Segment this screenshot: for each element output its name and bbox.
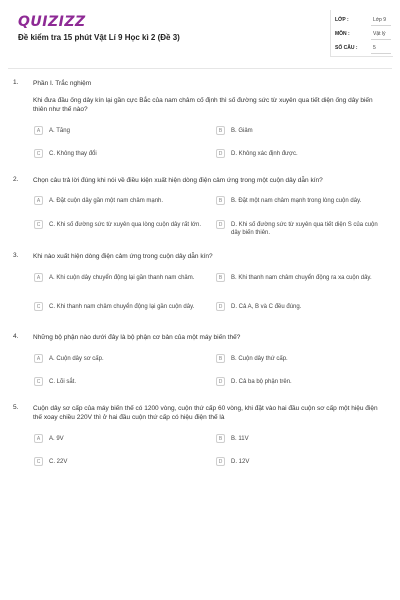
option-text: D. Khi số đường sức từ xuyên qua tiết diện S của cuộn dây biến thiên.	[231, 222, 378, 236]
meta-value: 5	[373, 45, 376, 51]
option-text: D. 12V	[231, 459, 250, 465]
worksheet-header	[0, 0, 400, 62]
question-text: Khi nào xuất hiện dòng điện cảm ứng trong cuộn dây dẫn kín?	[33, 253, 213, 260]
option-letter-badge: B	[216, 273, 225, 282]
option-text: C. Khi số đường sức từ xuyên qua lòng cuộn dây rất lớn.	[49, 222, 201, 228]
quizizz-logo: QUIZIZZ	[18, 14, 86, 30]
option-text: B. Đặt một nam châm mạnh trong lòng cuộn dây.	[231, 198, 362, 204]
question-number: 5.	[13, 404, 19, 411]
option-text: B. Giảm	[231, 128, 253, 134]
option-letter-badge: C	[34, 302, 43, 311]
meta-underline	[371, 25, 391, 26]
option-letter-badge: B	[216, 126, 225, 135]
option-letter-badge: C	[34, 377, 43, 386]
page-title: Đề kiểm tra 15 phút Vật Lí 9 Học kì 2 (Đề 3)	[18, 33, 180, 42]
option-letter-badge: C	[34, 149, 43, 158]
option-letter-badge: D	[216, 149, 225, 158]
meta-info-box	[330, 10, 393, 57]
meta-value: Lớp 9	[373, 17, 387, 23]
option-letter-badge: D	[216, 220, 225, 229]
option-text: A. Tăng	[49, 128, 70, 134]
option-letter-badge: A	[34, 126, 43, 135]
option-text: B. Khi thanh nam châm chuyển động ra xa cuộn dây.	[231, 275, 372, 281]
option-text: D. Cả ba bộ phận trên.	[231, 379, 292, 385]
option-letter-badge: A	[34, 354, 43, 363]
option-letter-badge: A	[34, 273, 43, 282]
option-text: C. Lõi sắt.	[49, 379, 77, 385]
question-number: 1.	[13, 79, 19, 86]
option-text: A. Khi cuộn dây chuyển động lại gần thanh nam châm.	[49, 275, 195, 281]
option-text: A. 9V	[49, 436, 64, 442]
option-text: B. Cuộn dây thứ cấp.	[231, 356, 288, 362]
meta-label: LỚP :	[335, 17, 349, 23]
question-text: Những bộ phận nào dưới đây là bộ phận cơ bản của một máy biến thế?	[33, 334, 241, 341]
option-letter-badge: D	[216, 457, 225, 466]
section-heading: Phần I. Trắc nghiệm	[33, 80, 92, 87]
question-number: 2.	[13, 176, 19, 183]
meta-row-grade	[335, 14, 391, 26]
option-text: D. Cả A, B và C đều đúng.	[231, 304, 302, 310]
question-text: Khi đưa đầu ống dây kín lại gần cực Bắc của nam châm cố định thì số đường sức từ xuyên qua tiết diện ống dây biến thiên như thế nào?	[33, 97, 373, 113]
option-letter-badge: D	[216, 377, 225, 386]
option-text: C. Không thay đổi	[49, 151, 97, 157]
option-text: C. Khi thanh nam châm chuyển động lại gần cuộn dây.	[49, 304, 195, 310]
option-letter-badge: C	[34, 457, 43, 466]
question-number: 4.	[13, 333, 19, 340]
question-number: 3.	[13, 252, 19, 259]
option-text: C. 22V	[49, 459, 68, 465]
option-text: D. Không xác định được.	[231, 151, 298, 157]
meta-row-subject	[335, 28, 391, 40]
option-letter-badge: C	[34, 220, 43, 229]
meta-row-question-count	[335, 42, 391, 54]
question-text: Cuộn dây sơ cấp của máy biến thế có 1200 vòng, cuộn thứ cấp 60 vòng, khi đặt vào hai đầu cuộn sơ cấp một hiệu điện thế xoay chiều 220V thì ở hai đầu cuộn thứ cấp có hiệu điện thế là	[33, 405, 378, 421]
option-text: A. Đặt cuộn dây gần một nam châm mạnh.	[49, 198, 164, 204]
meta-value: Vật lý	[373, 31, 386, 37]
option-letter-badge: B	[216, 434, 225, 443]
option-letter-badge: A	[34, 196, 43, 205]
question-text: Chọn câu trả lời đúng khi nói về điều kiện xuất hiện dòng điện cảm ứng trong một cuộn dây dẫn kín?	[33, 177, 323, 184]
option-text: B. 11V	[231, 436, 249, 442]
meta-label: MÔN :	[335, 31, 350, 37]
option-letter-badge: B	[216, 196, 225, 205]
header-divider	[8, 68, 392, 69]
meta-underline	[371, 39, 391, 40]
meta-underline	[371, 53, 391, 54]
meta-label: SỐ CÂU :	[335, 45, 358, 51]
option-text: A. Cuộn dây sơ cấp.	[49, 356, 104, 362]
option-letter-badge: B	[216, 354, 225, 363]
option-letter-badge: A	[34, 434, 43, 443]
option-letter-badge: D	[216, 302, 225, 311]
